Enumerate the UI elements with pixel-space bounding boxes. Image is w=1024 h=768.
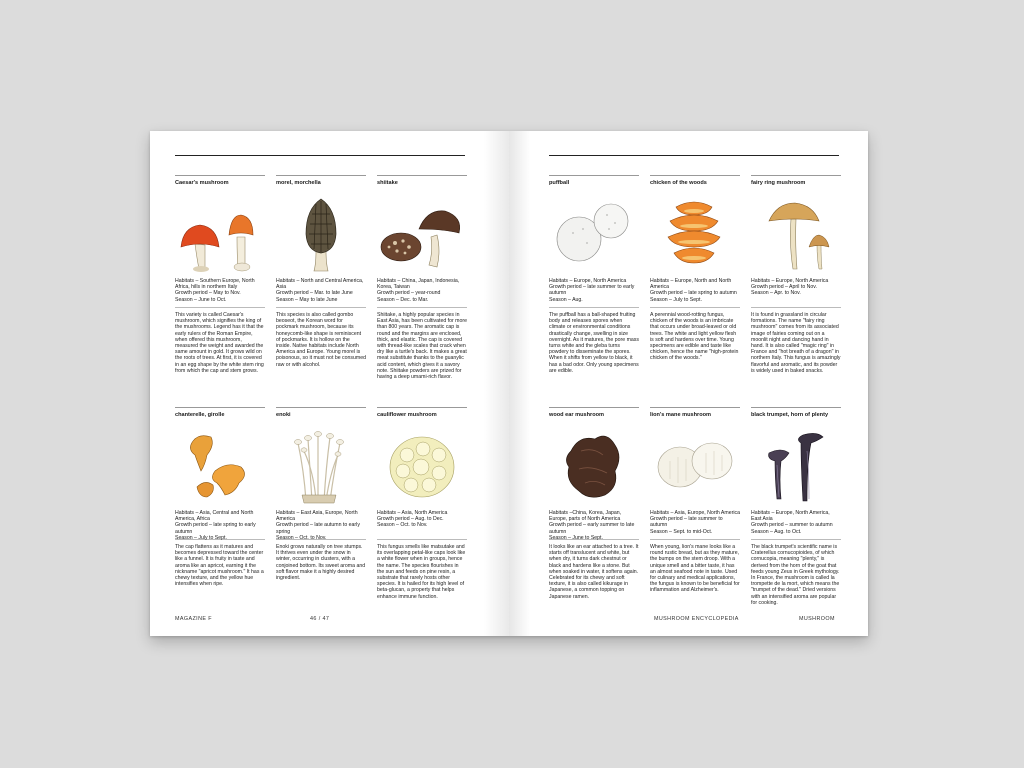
entry-description: It looks like an ear attached to a tree. It starts off translucent and white, but when dry, it turns dark chestnut or black and hardens like a stone. But when soaked in water, it softens again. Celebrated for its chewy and soft texture, it is also called kikurage in Japanese, a common topping on Japanese ramen. <box>549 544 639 600</box>
entry-description: This variety is called Caesar's mushroom, which signifies the king of the mushrooms. Legend has it that the early rulers of the Roman Empire, when offered this mushroom, measured the weight and awarded the same amount in gold. It grows wild on the roots of trees. At first, it is covered in an egg shape by the white stem ring from which the cap and stem grows. <box>175 312 264 374</box>
black-trumpet-illustration <box>751 421 841 506</box>
entry-name: lion's mane mushroom <box>650 412 712 418</box>
entry-description: Enoki grows naturally on tree stumps. It thrives even under the snow in winter, occurring in clusters, with a conjoined bottom. Its sweet aroma and soft flavor make it a highly desired ingredient. <box>276 544 366 582</box>
entry-habitat: Habitats – Asia, North America Growth period – Aug. to Dec. Season – Oct. to Nov. <box>377 510 448 529</box>
entry-habitat: Habitats – Europe, North and North America Growth period – late spring to autumn Season – July to Sept. <box>650 278 737 303</box>
footer-magazine-title: MUSHROOM <box>799 616 835 622</box>
footer-section-title: MUSHROOM ENCYCLOPEDIA <box>654 616 739 622</box>
entry-puffball <box>549 175 639 407</box>
entry-habitat: Habitats – Asia, Europe, North America Growth period – late summer to autumn Season – Sept. to mid-Oct. <box>650 510 740 535</box>
entry-lions-mane-mushroom <box>650 407 740 639</box>
entry-name: Caesar's mushroom <box>175 180 229 186</box>
entry-habitat: Habitats – China, Japan, Indonesia, Korea, Taiwan Growth period – year-round Season – Dec. to Mar. <box>377 278 460 303</box>
cauliflower-mushroom-illustration <box>377 421 467 506</box>
magazine-spread <box>150 131 868 636</box>
footer-magazine-name: MAGAZINE F <box>175 616 212 622</box>
entry-habitat: Habitats – Europe, North America Growth period – late summer to early autumn Season – Aug. <box>549 278 635 303</box>
entry-habitat: Habitats – Asia, Central and North America, Africa Growth period – late spring to early autumn Season – July to Sept. <box>175 510 256 541</box>
entry-name: morel, morchella <box>276 180 321 186</box>
entry-name: chicken of the woods <box>650 180 707 186</box>
entry-chicken-of-the-woods <box>650 175 740 407</box>
top-rule <box>549 155 839 156</box>
top-rule <box>175 155 465 156</box>
entry-description: A perennial wood-rotting fungus, chicken of the woods is an imbricate that occurs under broad-leaved or old trees. The white and light yellow flesh is soft and hardens over time. Young specimens are edible and taste like chicken, hence the name "high-protein chicken of the woods." <box>650 312 739 362</box>
entry-name: chanterelle, girolle <box>175 412 225 418</box>
entry-caesars-mushroom <box>175 175 265 407</box>
entry-habitat: Habitats – Europe, North America Growth period – April to Nov. Season – Apr. to Nov. <box>751 278 829 297</box>
enoki-illustration <box>276 421 366 506</box>
entry-habitat: Habitats – Southern Europe, North Africa, hills in northern Italy Growth period – May to Nov. Season – June to Oct. <box>175 278 255 303</box>
lions-mane-mushroom-illustration <box>650 421 740 506</box>
entry-habitat: Habitats –China, Korea, Japan, Europe, parts of North America Growth period – early summer to late autumn Season – June to Sept. <box>549 510 635 541</box>
mushroom-grid-right <box>549 175 841 639</box>
entry-cauliflower-mushroom <box>377 407 467 639</box>
entry-name: enoki <box>276 412 291 418</box>
fairy-ring-mushroom-illustration <box>751 189 841 274</box>
chicken-of-the-woods-illustration <box>650 189 740 274</box>
entry-wood-ear-mushroom <box>549 407 639 639</box>
entry-habitat: Habitats – East Asia, Europe, North America Growth period – late autumn to early spring Season – Oct. to Nov. <box>276 510 360 541</box>
entry-description: The black trumpet's scientific name is Craterellus cornucopioides, of which cornucopia, meaning "plenty," is derived from the horn of the goat that feeds young Zeus in Greek mythology. In France, the mushroom is called la trompette de la mort, which means the "trumpet of the dead." Dried versions with an intensified aroma are popular for cooking. <box>751 544 840 606</box>
entry-name: cauliflower mushroom <box>377 412 437 418</box>
right-page <box>509 131 868 636</box>
entry-morel <box>276 175 366 407</box>
left-page <box>150 131 509 636</box>
entry-description: The cap flattens as it matures and becomes depressed toward the center like a funnel. It is fruity in taste and aroma like an apricot, earning it the nickname "apricot mushroom." It has a chewy texture, and the yellow hue intensifies when ripe. <box>175 544 264 588</box>
entry-name: shiitake <box>377 180 398 186</box>
puffball-illustration <box>549 189 639 274</box>
wood-ear-mushroom-illustration <box>549 421 639 506</box>
page-numbers: 46 / 47 <box>310 616 330 622</box>
entry-enoki <box>276 407 366 639</box>
entry-name: puffball <box>549 180 570 186</box>
entry-name: wood ear mushroom <box>549 412 605 418</box>
entry-description: When young, lion's mane looks like a round rustic bread, but as they mature, the bumps on the stem droop. With a unique smell and a bitter taste, it has an almost seafood note in taste. Used for culinary and medical applications, the fungus is known to be beneficial for inflammation and Alzheimer's. <box>650 544 740 594</box>
entry-chanterelle <box>175 407 265 639</box>
chanterelle-illustration <box>175 421 265 506</box>
entry-black-trumpet <box>751 407 841 639</box>
entry-description: This fungus smells like matsutake and its overlapping petal-like caps look like a white flower when in groups, hence the name. The species flourishes in the sun and feeds on pine resin, a substrate that rarely hosts other species. It is hailed for its high level of beta-glucan, a property that helps enhance immune function. <box>377 544 466 600</box>
entry-habitat: Habitats – North and Central America, Asia Growth period – Mar. to late June Season – May to late June <box>276 278 364 303</box>
mushroom-grid-left <box>175 175 467 639</box>
entry-fairy-ring-mushroom <box>751 175 841 407</box>
entry-description: It is found in grassland in circular formations. The name "fairy ring mushroom" comes from its associated image of fairies coming out on a moonlit night and dancing hand in hand. It is also called "magic ring" in France and "hot breath of a dragon" in northern Italy. This fungus is amazingly flavorful and aromatic, and its powder is widely used in baked snacks. <box>751 312 841 374</box>
entry-name: fairy ring mushroom <box>751 180 806 186</box>
morel-illustration <box>276 189 366 274</box>
caesars-mushroom-illustration <box>175 189 265 274</box>
entry-description: The puffball has a ball-shaped fruiting body and releases spores when climate or environmental conditions drastically change, swelling in size overnight. As it matures, the pore mass turns white and the gleba turns powdery to disseminate the spores. When it shifts from yellow to black, it has a bad odor. Only young specimens are edible. <box>549 312 639 374</box>
shiitake-illustration <box>377 189 467 274</box>
entry-name: black trumpet, horn of plenty <box>751 412 829 418</box>
entry-description: This species is also called gombo beoseot, the Korean word for pockmark mushroom, because its honeycomb-like shape is reminiscent of pockmarks. It is hollow on the inside. Native habitats include North America and Europe. Young morel is poisonous, so it must not be consumed raw or with alcohol. <box>276 312 366 368</box>
entry-shiitake <box>377 175 467 407</box>
entry-habitat: Habitats – Europe, North America, East Asia Growth period – summer to autumn Season – Aug. to Oct. <box>751 510 833 535</box>
entry-description: Shiitake, a highly popular species in East Asia, has been cultivated for more than 800 years. The aromatic cap is round and the margins are enclosed, thick, and elastic. The cap is covered with thread-like scales that crack when dry like a turtle's back. It makes a great meat substitute thanks to the guanylic acid content, which gives it a savory note. Shiitake powders are prized for having a deep umami-rich flavor. <box>377 312 467 381</box>
